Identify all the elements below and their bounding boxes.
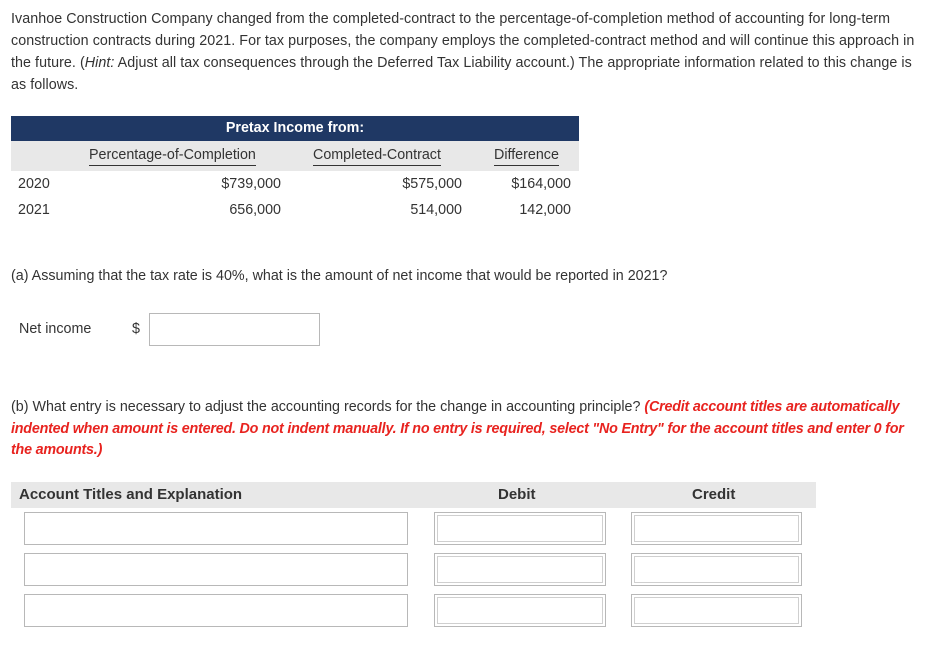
- table-header-row: [11, 141, 579, 171]
- header-difference: Difference: [494, 147, 559, 166]
- net-income-label: Net income: [19, 321, 92, 337]
- table-row: [11, 197, 579, 223]
- problem-statement: [11, 8, 926, 96]
- credit-input[interactable]: [631, 553, 802, 586]
- row-diff: $164,000: [511, 176, 571, 192]
- intro-text-2: Adjust all tax consequences through the Deferred Tax Liability account.) The appropriate information related to this change is as follows.: [11, 55, 912, 93]
- debit-input-field[interactable]: [437, 515, 603, 542]
- credit-input-field[interactable]: [634, 515, 799, 542]
- header-credit: Credit: [692, 486, 736, 503]
- row-year: 2021: [18, 202, 50, 218]
- table-banner: Pretax Income from:: [11, 116, 579, 141]
- intro-text-1: Ivanhoe Construction Company changed from the completed-contract to the percentage-of-completion method of accounting for long-term construction contracts during 2021. For tax purposes, the company employs the completed-contract method and will continue this approach in the future. (: [11, 11, 915, 71]
- row-cc: $575,000: [402, 176, 462, 192]
- row-poc: $739,000: [221, 176, 281, 192]
- question-b-text: (b) What entry is necessary to adjust the accounting records for the change in accounting principle?: [11, 399, 645, 415]
- question-b: [11, 397, 926, 462]
- debit-input-field[interactable]: [437, 556, 603, 583]
- header-account-titles: Account Titles and Explanation: [19, 486, 243, 503]
- question-a: (a) Assuming that the tax rate is 40%, what is the amount of net income that would be reported in 2021?: [11, 268, 668, 284]
- credit-input-field[interactable]: [634, 597, 799, 624]
- currency-symbol: $: [132, 321, 140, 337]
- debit-input-field[interactable]: [437, 597, 603, 624]
- credit-input[interactable]: [631, 512, 802, 545]
- credit-input[interactable]: [631, 594, 802, 627]
- debit-input[interactable]: [434, 594, 606, 627]
- header-completed-contract: Completed-Contract: [313, 147, 441, 166]
- account-title-input[interactable]: [24, 594, 408, 627]
- debit-input[interactable]: [434, 553, 606, 586]
- question-b-instruction: (Credit account titles are automatically indented when amount is entered. Do not indent manually. If no entry is required, select "No Entry" for the account titles and enter 0 for the amounts.): [11, 399, 904, 458]
- header-percentage-of-completion: Percentage-of-Completion: [89, 147, 256, 166]
- row-diff: 142,000: [519, 202, 571, 218]
- debit-input[interactable]: [434, 512, 606, 545]
- pretax-income-table: [11, 116, 579, 223]
- journal-header-row: [11, 482, 816, 508]
- row-year: 2020: [18, 176, 50, 192]
- table-row: [11, 171, 579, 197]
- net-income-input[interactable]: [149, 313, 320, 346]
- header-debit: Debit: [498, 486, 536, 503]
- account-title-input[interactable]: [24, 512, 408, 545]
- hint-label: Hint:: [84, 55, 115, 71]
- row-poc: 656,000: [229, 202, 281, 218]
- account-title-input[interactable]: [24, 553, 408, 586]
- row-cc: 514,000: [410, 202, 462, 218]
- credit-input-field[interactable]: [634, 556, 799, 583]
